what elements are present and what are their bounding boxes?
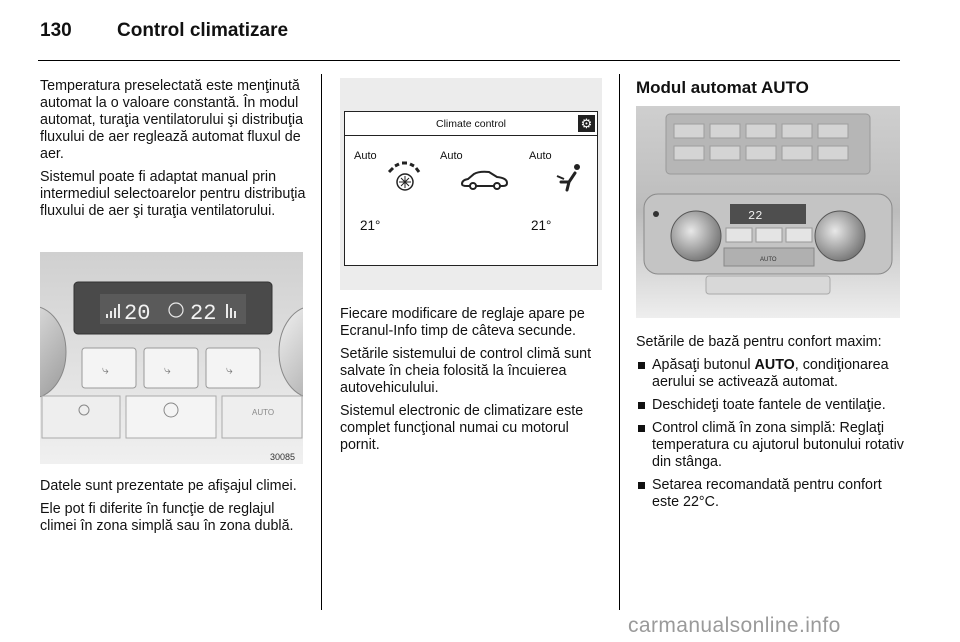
intro-paragraph: Setările de bază pentru confort maxim:	[636, 334, 882, 350]
column-1	[40, 78, 308, 226]
climate-control-screen	[344, 111, 598, 266]
column-divider-left	[321, 74, 322, 610]
right-temperature: 21°	[531, 218, 552, 233]
display-left-temp: 20	[124, 301, 151, 326]
paragraph: Datele sunt prezentate pe afişajul climei.	[40, 478, 297, 494]
console-display	[730, 204, 806, 224]
center-console-illustration	[636, 106, 900, 318]
list-item: Apăsaţi butonul AUTO, condiţionarea aerului se activează automat.	[636, 357, 904, 391]
left-temperature: 21°	[360, 218, 381, 233]
paragraph: Sistemul poate fi adaptat manual prin intermediul selectoarelor pentru distribuţia fluxului de aer şi turaţia ventilatorului.	[40, 169, 306, 219]
column-1-after-figure	[40, 478, 308, 541]
header-rule	[38, 60, 900, 61]
column-divider-right	[619, 74, 620, 610]
auto-label-fan: Auto	[354, 150, 377, 162]
climate-panel-illustration	[40, 252, 303, 464]
column-3	[636, 334, 904, 517]
watermark: carmanualsonline.info	[628, 614, 841, 637]
climate-display-figure	[340, 78, 602, 290]
paragraph: Fiecare modificare de reglaje apare pe Ecranul-Info timp de câteva secunde.	[340, 306, 585, 339]
right-rotary-knob[interactable]	[815, 211, 865, 261]
screen-title: Climate control ⚙	[345, 112, 597, 136]
display-right-temp: 22	[190, 301, 217, 326]
gear-icon[interactable]: ⚙	[578, 115, 595, 132]
power-button[interactable]	[653, 211, 659, 217]
airflow-icon: ⤷	[226, 363, 233, 377]
fan-speed-icon	[385, 160, 425, 194]
auto-button-label: AUTO	[252, 408, 275, 417]
console-display-temp: 22	[748, 209, 763, 223]
car-icon	[459, 168, 511, 192]
list-item: Control climă în zona simplă: Reglaţi temperatura cu ajutorul butonului rotativ din stânga.	[636, 420, 904, 471]
airflow-icon: ⤷	[164, 363, 171, 377]
page-title: Control climatizare	[117, 20, 289, 41]
seat-airflow-icon	[555, 162, 585, 196]
airflow-face-button[interactable]	[144, 348, 198, 388]
console-auto-label: AUTO	[760, 257, 777, 263]
figure-number: 30085	[270, 452, 296, 462]
airflow-buttons	[726, 228, 812, 242]
climate-panel-figure	[40, 252, 303, 464]
page-number: 130	[40, 20, 72, 41]
airflow-feet-button[interactable]	[82, 348, 136, 388]
paragraph: Sistemul electronic de climatizare este complet funcţional numai cu motorul pornit.	[340, 403, 584, 453]
airflow-icon: ⤷	[102, 363, 109, 377]
airflow-face-feet-button[interactable]	[206, 348, 260, 388]
auto-label-airflow: Auto	[529, 150, 552, 162]
fan-down-button[interactable]	[42, 396, 120, 438]
column-2	[340, 306, 608, 460]
paragraph: Temperatura preselectată este menţinută automat la o valoare constantă. În modul automat, turaţia ventilatorului şi distribuţia fluxului de aer reglează automat fluxul de aer.	[40, 78, 304, 162]
section-heading: Modul automat AUTO	[636, 78, 809, 97]
bullet-list	[636, 357, 904, 511]
list-item: Setarea recomandată pentru confort este 22°C.	[636, 477, 904, 511]
list-item: Deschideţi toate fantele de ventilaţie.	[636, 397, 904, 414]
left-rotary-knob[interactable]	[671, 211, 721, 261]
center-console-figure	[636, 106, 900, 318]
paragraph: Ele pot fi diferite în funcţie de reglajul climei în zona simplă sau în zona dublă.	[40, 501, 294, 534]
auto-label-distribution: Auto	[440, 150, 463, 162]
paragraph: Setările sistemului de control climă sunt salvate în cheia folosită la încuierea autovehiculului.	[340, 346, 592, 396]
auto-button[interactable]	[222, 396, 302, 438]
